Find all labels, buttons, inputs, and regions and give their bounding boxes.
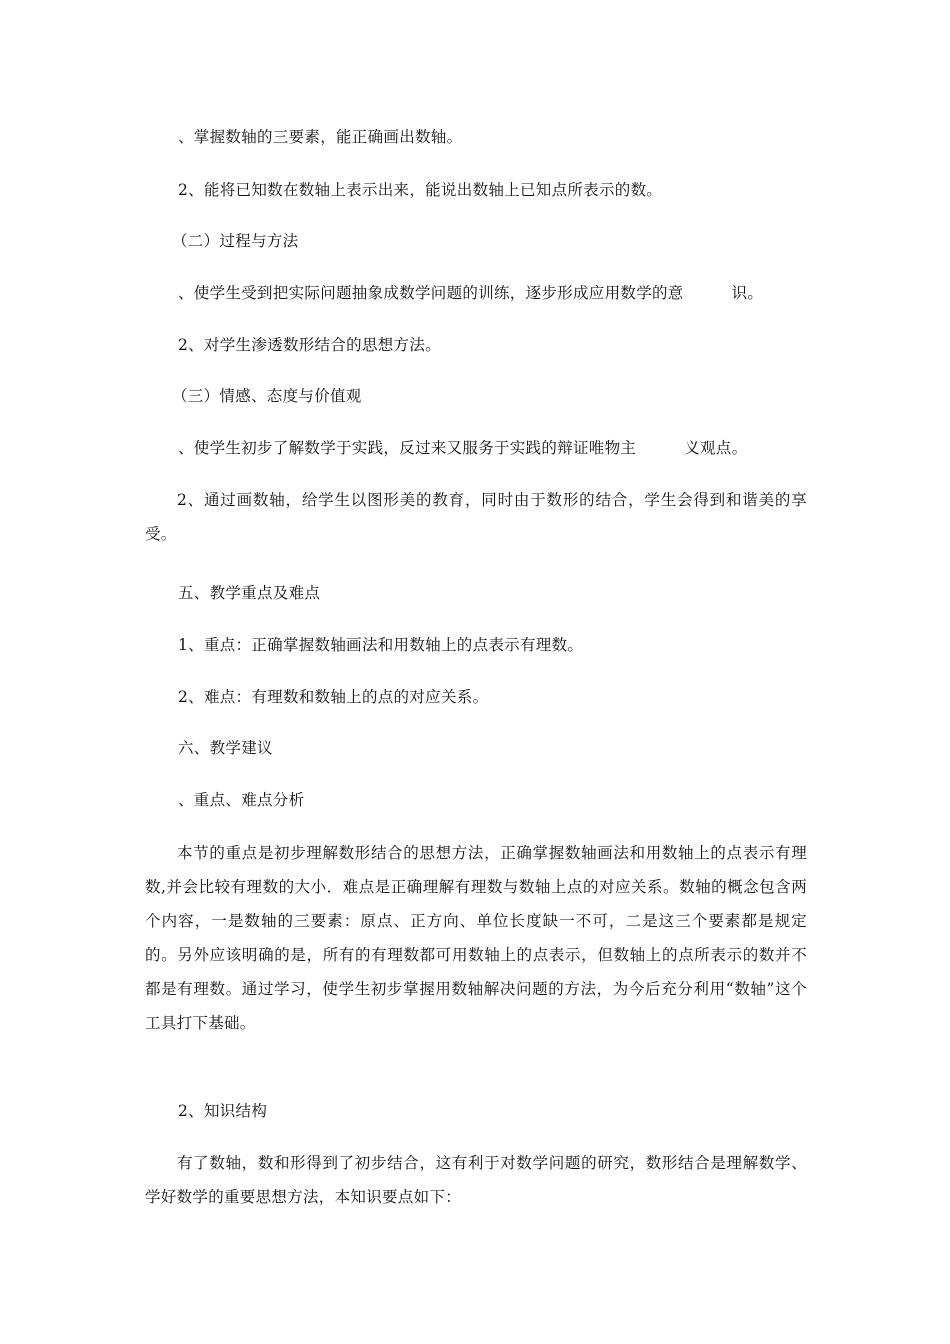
process-item-1-tail: 识。: [731, 284, 764, 302]
objective-item-2: 2、能将已知数在数轴上表示出来，能说出数轴上已知点所表示的数。: [178, 181, 663, 199]
emotion-item-2: 2、通过画数轴，给学生以图形美的教育，同时由于数形的结合，学生会得到和谐美的享受。: [145, 491, 807, 543]
emotion-item-1: [178, 438, 747, 458]
section-heading-emotion-attitude: （三）情感、态度与价值观: [172, 387, 362, 405]
process-item-1-main: 、使学生受到把实际问题抽象成数学问题的训练，逐步形成应用数学的意: [178, 284, 684, 302]
knowledge-structure-paragraph: 有了数轴，数和形得到了初步结合，这有利于对数学问题的研究，数形结合是理解数学、学好数学的重要思想方法，本知识要点如下：: [145, 1154, 807, 1206]
section-heading-suggestions: 六、教学建议: [178, 739, 273, 757]
process-item-2: 2、对学生渗透数形结合的思想方法。: [178, 336, 441, 354]
objective-item-1: 、掌握数轴的三要素，能正确画出数轴。: [178, 128, 463, 146]
emotion-item-1-tail: 义观点。: [684, 439, 748, 457]
subheading-knowledge-structure: 2、知识结构: [178, 1102, 268, 1120]
section-heading-key-points: 五、教学重点及难点: [178, 584, 321, 602]
difficulty-item: 2、难点：有理数和数轴上的点的对应关系。: [178, 688, 489, 706]
process-item-1: [178, 283, 763, 303]
subheading-analysis: 、重点、难点分析: [178, 791, 305, 809]
section-heading-process-method: （二）过程与方法: [172, 232, 299, 250]
key-point-item: 1、重点：正确掌握数轴画法和用数轴上的点表示有理数。: [178, 636, 584, 654]
emotion-item-1-main: 、使学生初步了解数学于实践，反过来又服务于实践的辩证唯物主: [178, 439, 637, 457]
analysis-paragraph: 本节的重点是初步理解数形结合的思想方法，正确掌握数轴画法和用数轴上的点表示有理数,并会比较有理数的大小．难点是正确理解有理数与数轴上点的对应关系。数轴的概念包含两个内容，一是数轴的三要素：原点、正方向、单位长度缺一不可，二是这三个要素都是规定的。另外应该明确的是，所有的有理数都可用数轴上的点表示，但数轴上的点所表示的数并不都是有理数。通过学习，使学生初步掌握用数轴解决问题的方法，为今后充分利用“数轴”这个工具打下基础。: [145, 844, 807, 1032]
